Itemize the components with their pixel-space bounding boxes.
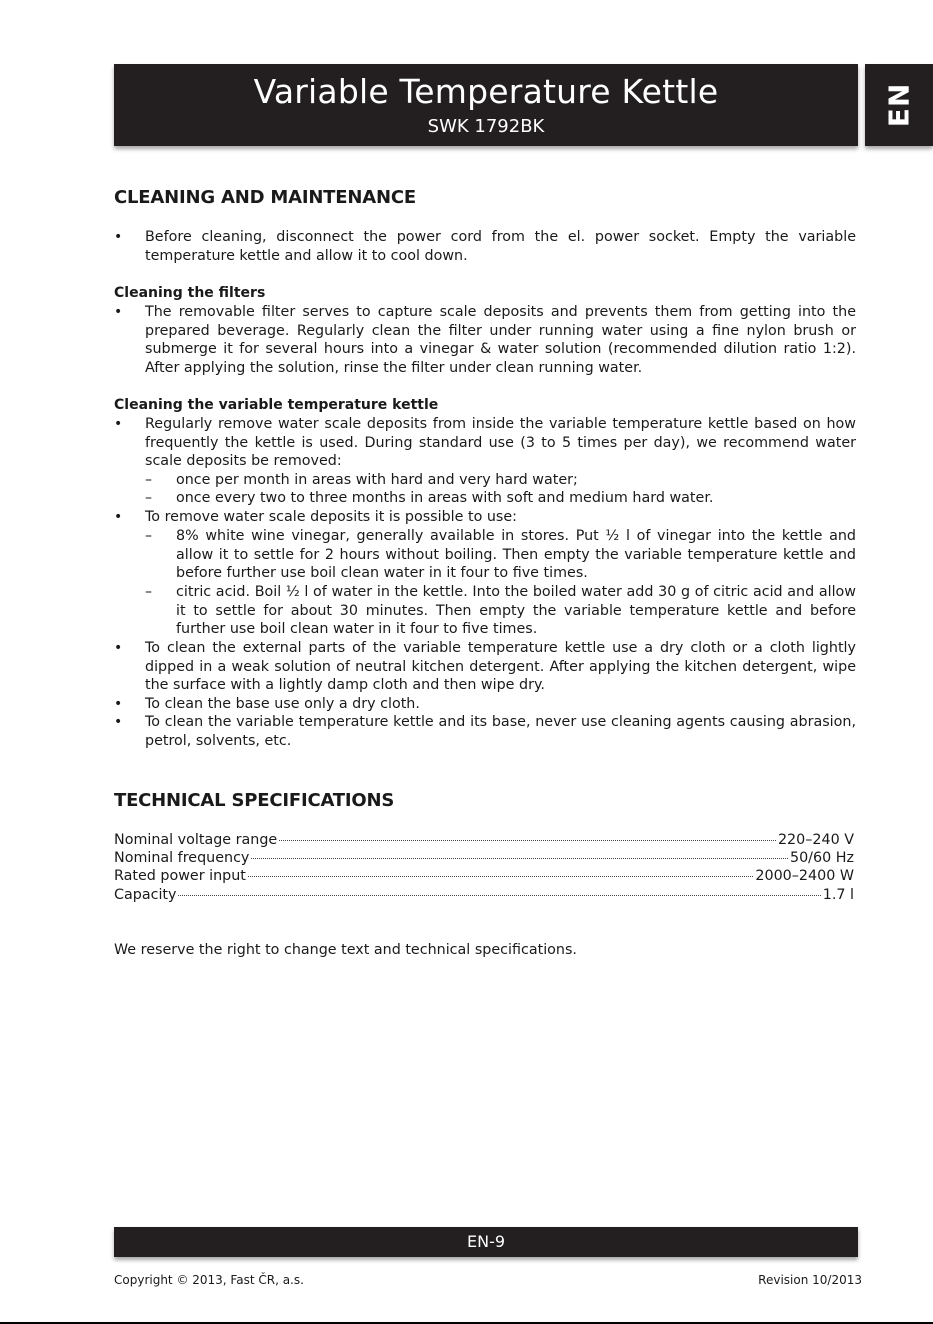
spec-label: Capacity <box>114 887 177 903</box>
spec-row-voltage <box>114 831 854 850</box>
kettle-item-abrasives-warning: To clean the variable temperature kettle and its base, never use cleaning agents causing abrasion, petrol, solvents, etc. <box>145 714 856 749</box>
section-heading-cleaning: CLEANING AND MAINTENANCE <box>114 187 416 208</box>
subheading-filters: Cleaning the filters <box>114 285 266 301</box>
kettle-item-descaling-frequency: Regularly remove water scale deposits from inside the variable temperature kettle based on how frequently the kettle is used. During standard use (3 to 5 times per day), we recommend water scale deposits be removed: <box>145 416 856 470</box>
bullet-marker: • <box>114 714 123 730</box>
revision-text: Revision 10/2013 <box>758 1273 862 1287</box>
spec-label: Nominal voltage range <box>114 832 278 848</box>
dash-marker: – <box>145 584 152 600</box>
page-number-banner <box>114 1227 858 1257</box>
kettle-item-external-parts: To clean the external parts of the variable temperature kettle use a dry cloth or a cloth lightly dipped in a weak solution of neutral kitchen detergent. After applying the kitchen detergent, wipe the surface with a lightly damp cloth and then wipe dry. <box>145 640 856 694</box>
language-label: EN <box>882 82 916 128</box>
bullet-marker: • <box>114 416 123 432</box>
header-banner <box>114 64 858 146</box>
bullet-marker: • <box>114 229 123 245</box>
disclaimer-note: We reserve the right to change text and technical specifications. <box>114 942 577 958</box>
kettle-subitem-vinegar: 8% white wine vinegar, generally available in stores. Put ½ l of vinegar into the kettle and allow it to settle for 2 hours without boiling. Then empty the variable temperature kettle and before further use boil clean water in it four to five times. <box>176 528 856 582</box>
dot-leader <box>248 876 753 877</box>
page-number: EN-9 <box>466 1232 506 1251</box>
language-tab <box>865 64 933 146</box>
spec-row-power <box>114 867 854 886</box>
bullet-marker: • <box>114 640 123 656</box>
dot-leader <box>279 840 776 841</box>
filters-item: The removable filter serves to capture scale deposits and prevents them from getting into the prepared beverage. Regularly clean the filter under running water using a fine nylon brush or submerge it for several hours into a vinegar & water solution (recommended dilution ratio 1:2). After applying the solution, rinse the filter under clean running water. <box>145 304 856 376</box>
dash-marker: – <box>145 490 152 506</box>
spec-value: 50/60 Hz <box>789 850 854 866</box>
kettle-item-base: To clean the base use only a dry cloth. <box>145 696 420 712</box>
kettle-subitem-hard-water: once per month in areas with hard and very hard water; <box>176 472 578 488</box>
model-number: SWK 1792BK <box>427 116 545 137</box>
copyright-text: Copyright © 2013, Fast ČR, a.s. <box>114 1273 304 1287</box>
kettle-subitem-soft-water: once every two to three months in areas with soft and medium hard water. <box>176 490 714 506</box>
dot-leader <box>178 895 820 896</box>
spec-row-frequency <box>114 849 854 868</box>
cleaning-intro-item: Before cleaning, disconnect the power cord from the el. power socket. Empty the variable temperature kettle and allow it to cool down. <box>145 229 856 264</box>
spec-row-capacity <box>114 886 854 905</box>
kettle-subitem-citric-acid: citric acid. Boil ½ l of water in the kettle. Into the boiled water add 30 g of citric acid and allow it to settle for about 30 minutes. Then empty the variable temperature kettle and before further use boil clean water in it four to five times. <box>176 584 856 638</box>
bullet-marker: • <box>114 696 123 712</box>
section-heading-specs: TECHNICAL SPECIFICATIONS <box>114 790 395 811</box>
spec-label: Nominal frequency <box>114 850 250 866</box>
bullet-marker: • <box>114 509 123 525</box>
dash-marker: – <box>145 472 152 488</box>
subheading-kettle: Cleaning the variable temperature kettle <box>114 397 439 413</box>
spec-value: 220–240 V <box>777 832 854 848</box>
document-title: Variable Temperature Kettle <box>253 72 719 111</box>
dash-marker: – <box>145 528 152 544</box>
spec-value: 2000–2400 W <box>755 868 854 884</box>
bullet-marker: • <box>114 304 123 320</box>
kettle-item-descaling-agents: To remove water scale deposits it is possible to use: <box>145 509 517 525</box>
spec-value: 1.7 l <box>822 887 854 903</box>
dot-leader <box>251 858 788 859</box>
spec-label: Rated power input <box>114 868 246 884</box>
